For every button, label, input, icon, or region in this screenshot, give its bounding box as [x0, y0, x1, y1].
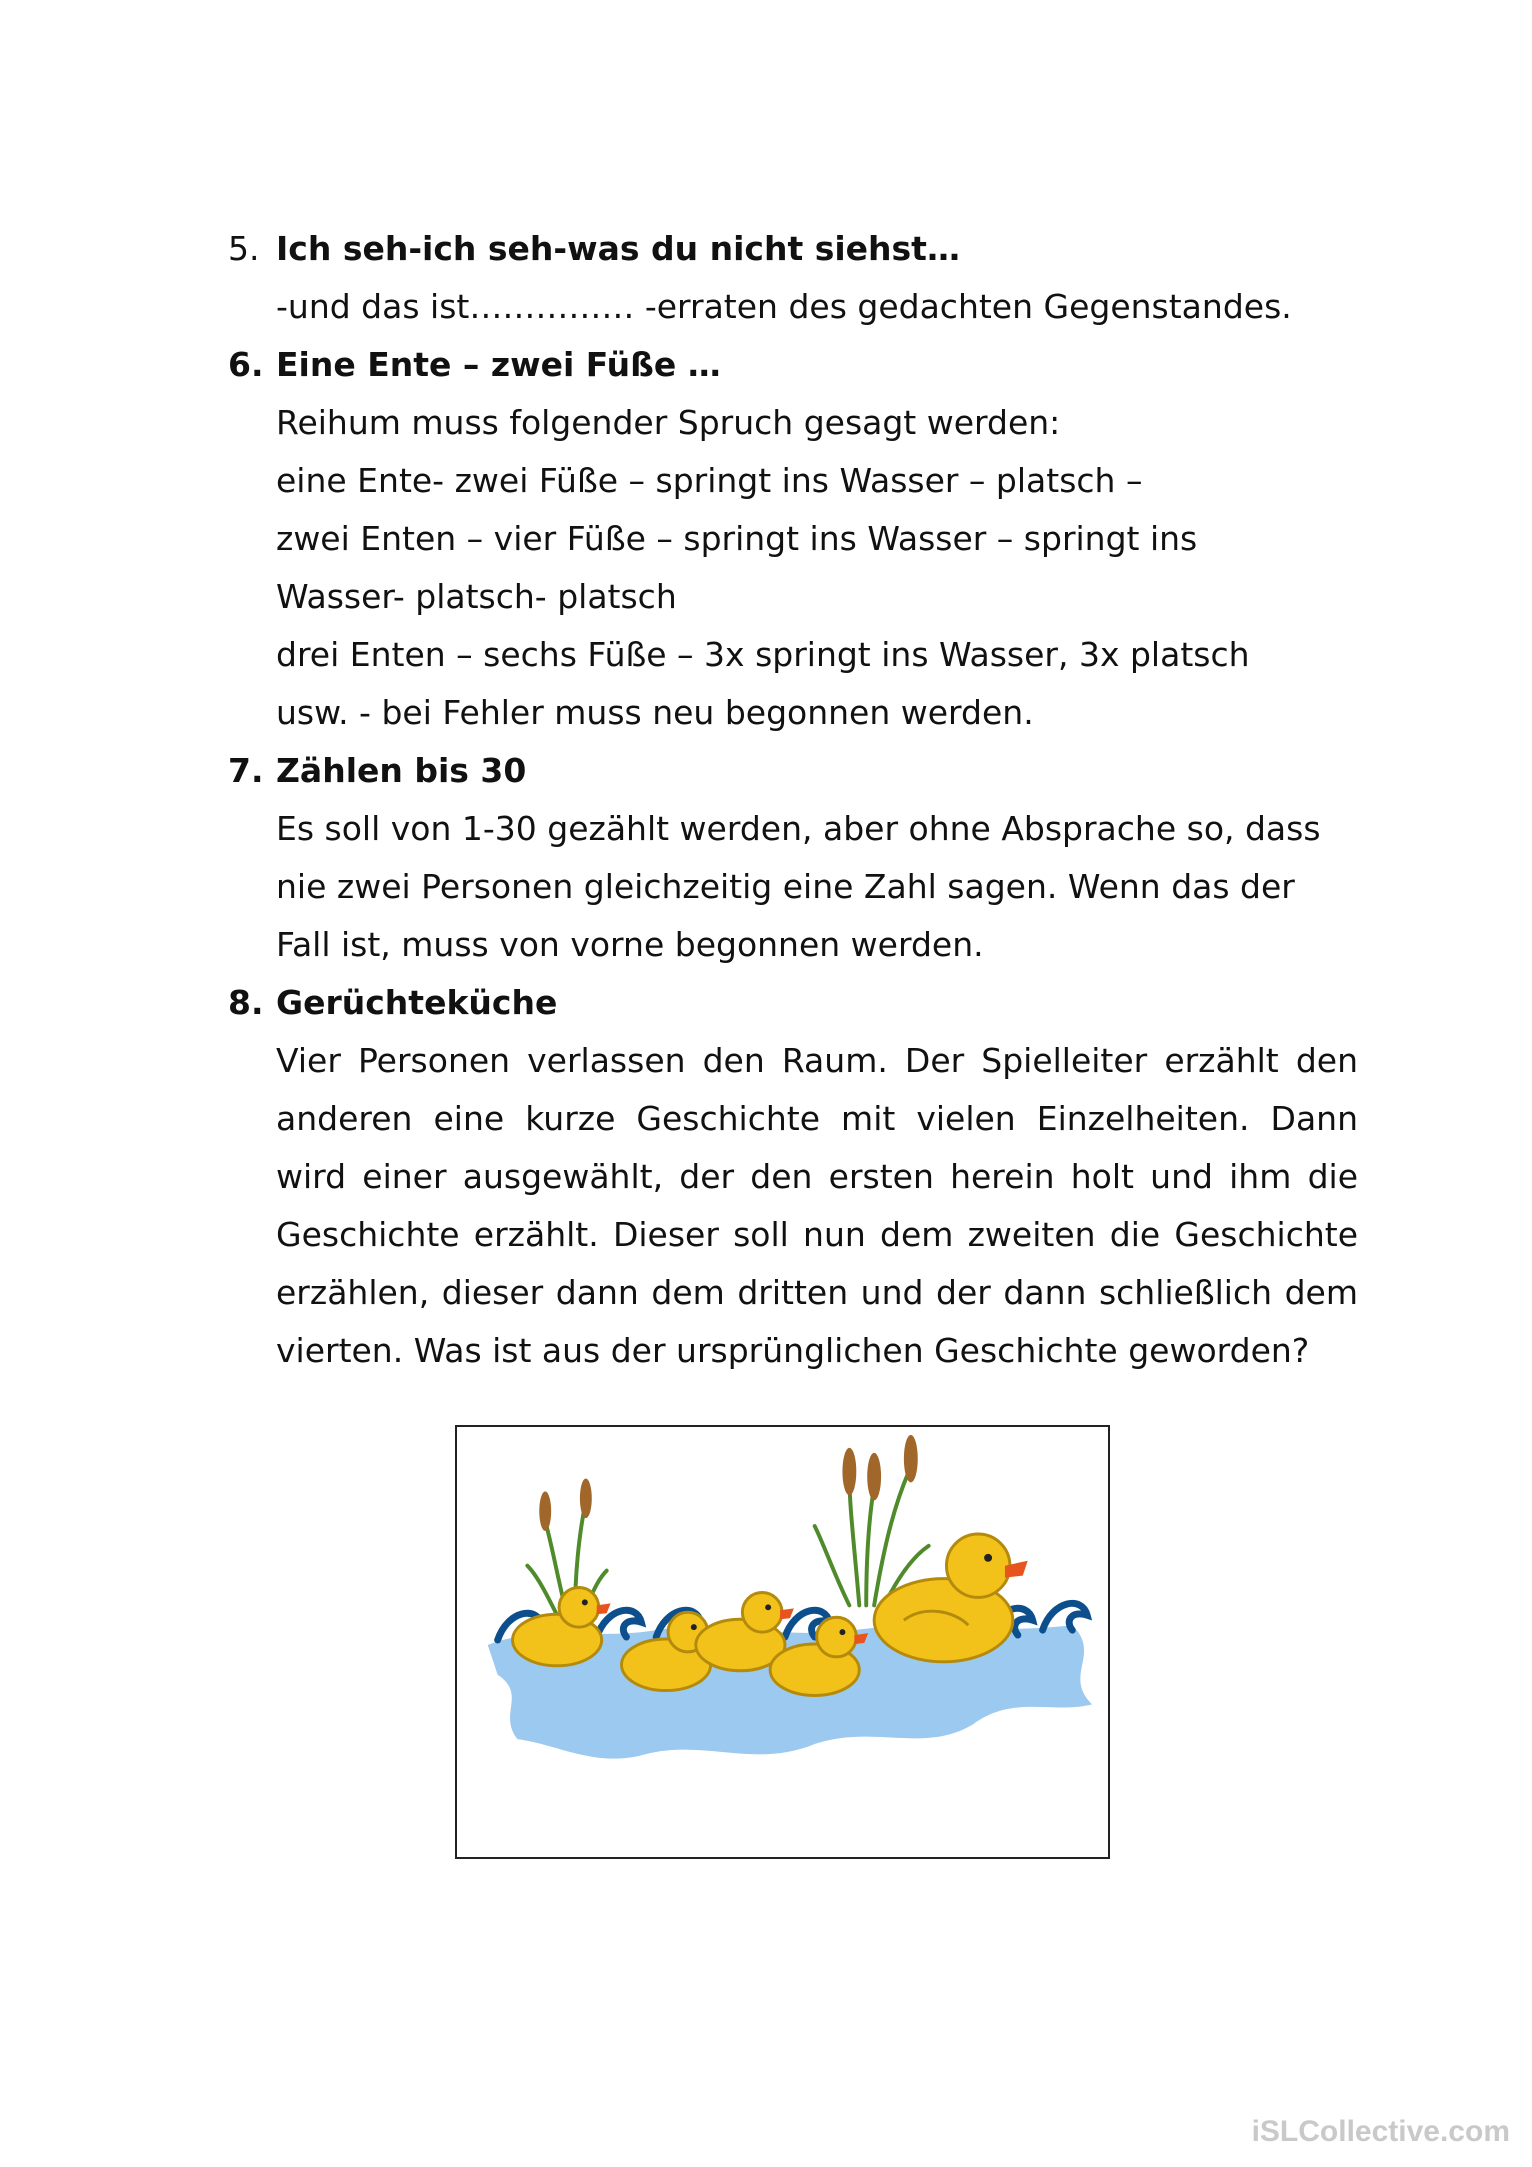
item-line: eine Ente- zwei Füße – springt ins Wasser – platsch – [276, 461, 1143, 500]
item-line: Fall ist, muss von vorne begonnen werden. [276, 925, 984, 964]
item-line: drei Enten – sechs Füße – 3x springt ins Wasser, 3x platsch [276, 635, 1250, 674]
item-line: nie zwei Personen gleichzeitig eine Zahl sagen. Wenn das der [276, 867, 1295, 906]
item-title: Ich seh-ich seh-was du nicht siehst… [276, 229, 960, 268]
item-number: 6. [228, 345, 264, 384]
item-line: zwei Enten – vier Füße – springt ins Wasser – springt ins [276, 519, 1198, 558]
item-line: Es soll von 1-30 gezählt werden, aber ohne Absprache so, dass [276, 809, 1321, 848]
item-line: Reihum muss folgender Spruch gesagt werden: [276, 403, 1061, 442]
item-title: Zählen bis 30 [276, 751, 527, 790]
item-title: Gerüchteküche [276, 983, 558, 1022]
item-number: 7. [228, 751, 264, 790]
item-line: Wasser- platsch- platsch [276, 577, 677, 616]
item-title: Eine Ente – zwei Füße … [276, 345, 721, 384]
game-item-7 [228, 742, 1358, 974]
game-item-6 [228, 336, 1358, 742]
cattails-left [539, 1479, 592, 1532]
item-line: usw. - bei Fehler muss neu begonnen werden. [276, 693, 1034, 732]
game-list [228, 220, 1358, 1380]
game-item-5 [228, 220, 1358, 336]
item-number: 5. [228, 229, 260, 268]
ducks-on-pond-icon [457, 1427, 1108, 1857]
item-number: 8. [228, 983, 264, 1022]
site-watermark: iSLCollective.com [1251, 2115, 1510, 2148]
ducks-illustration [455, 1425, 1110, 1859]
item-paragraph: Vier Personen verlassen den Raum. Der Spielleiter erzählt den anderen eine kurze Geschichte mit vielen Einzelheiten. Dann wird einer ausgewählt, der den ersten herein holt und ihm die Geschichte erzählt. Dieser soll nun dem zweiten die Geschichte erzählen, dieser dann dem dritten und der dann schließlich dem vierten. Was ist aus der ursprünglichen Geschichte geworden? [276, 1041, 1358, 1370]
cattails-right [842, 1435, 917, 1500]
game-item-8 [228, 974, 1358, 1380]
duck-small-1 [513, 1588, 611, 1666]
item-line: -und das ist…………… -erraten des gedachten Gegenstandes. [276, 287, 1292, 326]
